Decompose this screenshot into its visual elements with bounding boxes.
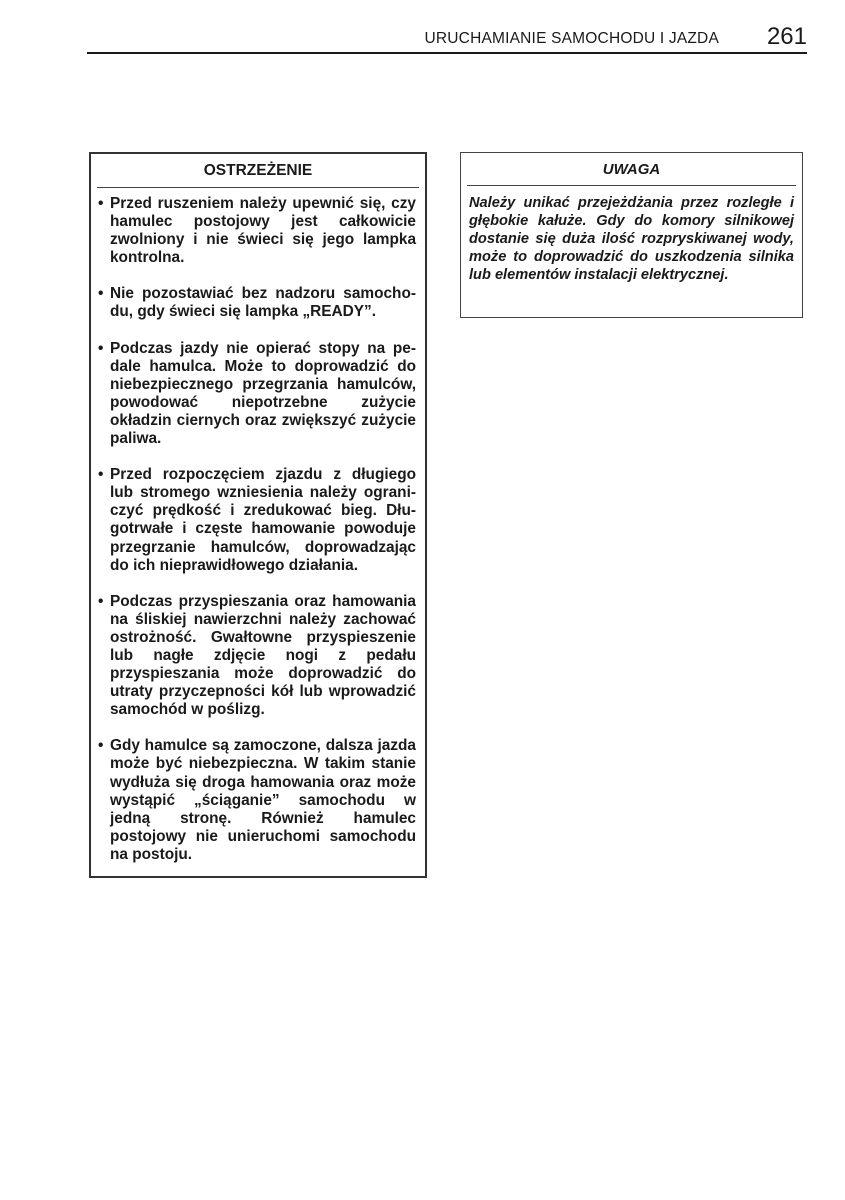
bullet: • <box>98 195 104 212</box>
bullet: • <box>98 592 104 610</box>
page-header <box>87 22 807 54</box>
bullet: • <box>98 737 104 755</box>
warning-item-text: Podczas jazdy nie opierać stopy na pedale hamulca. Może to doprowadzić do niebezpiecznego przegrzania hamulców, powodować niepotrzebne zużycie okładzin ciernych oraz zwiększyć zużycie paliwa. <box>110 339 416 448</box>
warning-item <box>98 737 416 864</box>
warning-item-text: Przed rozpoczęciem zjazdu z długiego lub stromego wzniesienia należy ograniczyć prędkość i zredukować bieg. Długotrwałe i częste hamowanie powoduje przegrzanie hamulców, doprowadzając do ich nieprawidłowego działania. <box>110 466 416 574</box>
warning-title: OSTRZEŻENIE <box>97 162 419 188</box>
bullet: • <box>98 466 104 484</box>
page-number: 261 <box>766 23 807 50</box>
note-box <box>460 152 803 318</box>
section-title: URUCHAMIANIE SAMOCHODU I JAZDA <box>424 30 719 47</box>
warning-item <box>98 466 416 575</box>
bullet: • <box>98 339 104 357</box>
bullet: • <box>98 285 104 303</box>
note-title: UWAGA <box>467 161 796 186</box>
warning-box <box>89 152 427 878</box>
warning-item <box>98 593 416 720</box>
warning-item <box>98 195 416 267</box>
warning-item-text: Przed ruszeniem należy upewnić się, czy hamulec postojowy jest całkowicie zwolniony i nie świeci się jego lampka kontrolna. <box>110 195 416 267</box>
warning-item <box>98 340 416 449</box>
warning-item-text: Gdy hamulce są zamoczone, dalsza jazda może być niebezpieczna. W takim stanie wydłuża się droga hamowania oraz może wystąpić „ściąganie” samochodu w jedną stronę. Również hamulec postojowy nie unieruchomi samochodu na postoju. <box>110 737 416 863</box>
warning-item-text: Nie pozostawiać bez nadzoru samochodu, gdy świeci się lampka „READY”. <box>110 285 416 321</box>
warning-item-text: Podczas przyspieszania oraz hamowania na śliskiej nawierzchni należy zachować ostrożność. Gwałtowne przyspieszenie lub nagłe zdjęcie nogi z pedału przyspieszania może doprowadzić do utraty przyczepności kół lub wprowadzić samochód w poślizg. <box>110 592 416 719</box>
note-text: Należy unikać przejeżdżania przez rozległe i głębokie kałuże. Gdy do komory silnikowej dostanie się duża ilość rozpryskiwanej wody, może to doprowadzić do uszkodzenia silnika lub elementów instalacji elektrycznej. <box>469 195 794 283</box>
warning-list <box>91 188 425 864</box>
warning-item <box>98 285 416 321</box>
